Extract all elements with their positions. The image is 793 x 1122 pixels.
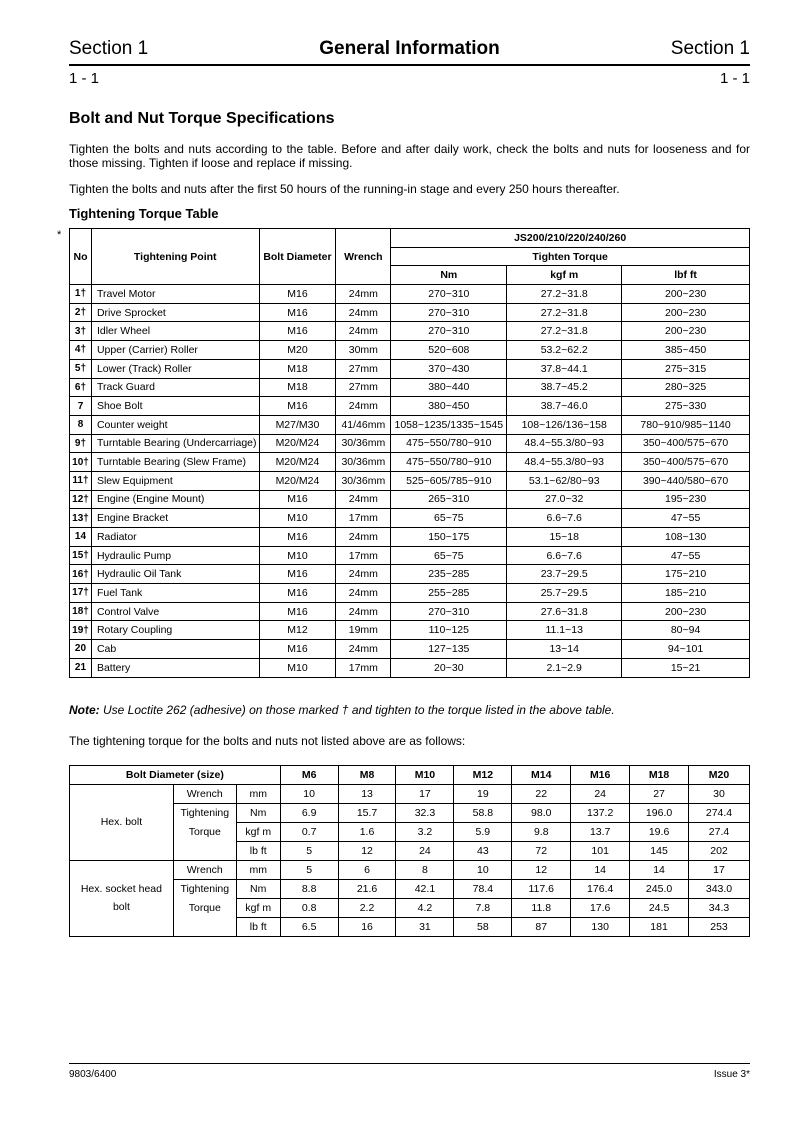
cell-tightening-point: Hydraulic Pump — [91, 546, 259, 565]
page-header — [69, 38, 750, 66]
cell-nm: 20~30 — [391, 658, 507, 677]
value-cell: 58 — [454, 917, 512, 936]
intro-paragraph: Tighten the bolts and nuts according to the table. Before and after daily work, check the bolts and nuts for looseness and for those missing. Tighten if loose and replace if missing. — [69, 142, 750, 170]
cell-bolt: M12 — [259, 621, 336, 640]
value-cell: 14 — [571, 860, 630, 879]
cell-lbf: 200~230 — [622, 303, 750, 322]
cell-tightening-point: Counter weight — [91, 415, 259, 434]
issue-number: Issue 3* — [713, 1069, 750, 1080]
value-cell: 31 — [396, 917, 454, 936]
cell-wrench: 17mm — [336, 658, 391, 677]
value-cell: 7.8 — [454, 898, 512, 917]
cell-bolt: M16 — [259, 285, 336, 304]
cell-kgf: 25.7~29.5 — [507, 584, 622, 603]
cell-lbf: 200~230 — [622, 322, 750, 341]
cell-wrench: 24mm — [336, 322, 391, 341]
cell-kgf: 38.7~46.0 — [507, 397, 622, 416]
cell-kgf: 27.0~32 — [507, 490, 622, 509]
value-cell: 72 — [512, 841, 571, 860]
table-row — [70, 453, 750, 472]
cell-wrench: 27mm — [336, 378, 391, 397]
cell-bolt: M18 — [259, 378, 336, 397]
value-cell: 24.5 — [630, 898, 689, 917]
value-cell: 12 — [512, 860, 571, 879]
cell-wrench: 24mm — [336, 397, 391, 416]
table-row — [70, 602, 750, 621]
table-row — [70, 341, 750, 360]
value-cell: 245.0 — [630, 879, 689, 898]
value-cell: 202 — [689, 841, 750, 860]
cell-wrench: 24mm — [336, 640, 391, 659]
cell-bolt: M10 — [259, 658, 336, 677]
cell-bolt: M10 — [259, 509, 336, 528]
cell-wrench: 24mm — [336, 565, 391, 584]
value-cell: 0.7 — [280, 822, 338, 841]
cell-tightening-point: Fuel Tank — [91, 584, 259, 603]
hex-socket-label — [70, 860, 174, 936]
unit-cell: mm — [236, 784, 280, 803]
value-cell: 43 — [454, 841, 512, 860]
value-cell: 6 — [338, 860, 396, 879]
table-row — [70, 860, 750, 879]
cell-lbf: 780~910/985~1140 — [622, 415, 750, 434]
value-cell: 87 — [512, 917, 571, 936]
row-label-tightening: Tightening — [173, 879, 236, 898]
cell-wrench: 24mm — [336, 303, 391, 322]
cell-wrench: 27mm — [336, 359, 391, 378]
value-cell: 181 — [630, 917, 689, 936]
col-size: M14 — [512, 766, 571, 785]
table-row — [70, 509, 750, 528]
cell-tightening-point: Shoe Bolt — [91, 397, 259, 416]
cell-tightening-point: Control Valve — [91, 602, 259, 621]
value-cell: 17 — [396, 784, 454, 803]
col-kgf: kgf m — [507, 266, 622, 285]
cell-tightening-point: Upper (Carrier) Roller — [91, 341, 259, 360]
value-cell: 42.1 — [396, 879, 454, 898]
page-number-right: 1 - 1 — [719, 70, 750, 87]
other-bolts-paragraph: The tightening torque for the bolts and nuts not listed above are as follows: — [69, 734, 466, 748]
cell-bolt: M16 — [259, 397, 336, 416]
col-lbf: lbf ft — [622, 266, 750, 285]
value-cell: 22 — [512, 784, 571, 803]
cell-bolt: M10 — [259, 546, 336, 565]
cell-nm: 380~440 — [391, 378, 507, 397]
interval-paragraph: Tighten the bolts and nuts after the first 50 hours of the running-in stage and every 250 hours thereafter. — [69, 182, 620, 196]
col-nm: Nm — [391, 266, 507, 285]
table-row — [70, 490, 750, 509]
value-cell: 13 — [338, 784, 396, 803]
cell-nm: 475~550/780~910 — [391, 434, 507, 453]
value-cell: 8.8 — [280, 879, 338, 898]
cell-tightening-point: Battery — [91, 658, 259, 677]
note — [69, 703, 615, 717]
cell-wrench: 24mm — [336, 584, 391, 603]
cell-nm: 525~605/785~910 — [391, 471, 507, 490]
cell-kgf: 27.2~31.8 — [507, 303, 622, 322]
cell-lbf: 280~325 — [622, 378, 750, 397]
cell-tightening-point: Slew Equipment — [91, 471, 259, 490]
cell-nm: 127~135 — [391, 640, 507, 659]
cell-nm: 520~608 — [391, 341, 507, 360]
value-cell: 27 — [630, 784, 689, 803]
cell-kgf: 53.1~62/80~93 — [507, 471, 622, 490]
value-cell: 145 — [630, 841, 689, 860]
table-row — [70, 434, 750, 453]
cell-bolt: M16 — [259, 322, 336, 341]
cell-no: 19† — [70, 621, 92, 640]
cell-kgf: 27.2~31.8 — [507, 322, 622, 341]
note-label: Note: — [69, 703, 100, 717]
cell-kgf: 6.6~7.6 — [507, 546, 622, 565]
cell-tightening-point: Lower (Track) Roller — [91, 359, 259, 378]
col-size: M16 — [571, 766, 630, 785]
header-title: General Information — [319, 38, 500, 59]
cell-nm: 270~310 — [391, 602, 507, 621]
cell-bolt: M27/M30 — [259, 415, 336, 434]
cell-no: 11† — [70, 471, 92, 490]
table-row — [70, 397, 750, 416]
unit-cell: Nm — [236, 803, 280, 822]
value-cell: 9.8 — [512, 822, 571, 841]
cell-lbf: 80~94 — [622, 621, 750, 640]
value-cell: 19 — [454, 784, 512, 803]
value-cell: 19.6 — [630, 822, 689, 841]
cell-no: 4† — [70, 341, 92, 360]
value-cell: 21.6 — [338, 879, 396, 898]
value-cell: 4.2 — [396, 898, 454, 917]
cell-kgf: 48.4~55.3/80~93 — [507, 434, 622, 453]
cell-no: 13† — [70, 509, 92, 528]
value-cell: 10 — [454, 860, 512, 879]
cell-tightening-point: Radiator — [91, 528, 259, 547]
value-cell: 98.0 — [512, 803, 571, 822]
cell-nm: 255~285 — [391, 584, 507, 603]
cell-no: 3† — [70, 322, 92, 341]
cell-nm: 1058~1235/1335~1545 — [391, 415, 507, 434]
value-cell: 343.0 — [689, 879, 750, 898]
cell-nm: 370~430 — [391, 359, 507, 378]
value-cell: 101 — [571, 841, 630, 860]
row-label-torque: Torque — [173, 898, 236, 917]
value-cell: 14 — [630, 860, 689, 879]
cell-bolt: M20/M24 — [259, 434, 336, 453]
row-label-wrench: Wrench — [173, 860, 236, 879]
cell-no: 14 — [70, 528, 92, 547]
cell-bolt: M16 — [259, 303, 336, 322]
table-row — [70, 322, 750, 341]
value-cell: 8 — [396, 860, 454, 879]
value-cell: 12 — [338, 841, 396, 860]
col-no: No — [70, 229, 92, 285]
cell-nm: 110~125 — [391, 621, 507, 640]
value-cell: 13.7 — [571, 822, 630, 841]
unit-cell: kgf m — [236, 898, 280, 917]
cell-lbf: 200~230 — [622, 602, 750, 621]
table-row — [70, 546, 750, 565]
cell-kgf: 13~14 — [507, 640, 622, 659]
value-cell: 6.9 — [280, 803, 338, 822]
col-tighten-torque: Tighten Torque — [391, 247, 750, 266]
cell-no: 17† — [70, 584, 92, 603]
cell-nm: 380~450 — [391, 397, 507, 416]
cell-nm: 65~75 — [391, 546, 507, 565]
cell-wrench: 41/46mm — [336, 415, 391, 434]
cell-bolt: M16 — [259, 565, 336, 584]
value-cell: 78.4 — [454, 879, 512, 898]
cell-lbf: 47~55 — [622, 509, 750, 528]
row-label-tightening: Tightening — [173, 803, 236, 822]
unit-cell: Nm — [236, 879, 280, 898]
cell-bolt: M16 — [259, 584, 336, 603]
cell-kgf: 38.7~45.2 — [507, 378, 622, 397]
table-row — [70, 303, 750, 322]
value-cell: 6.5 — [280, 917, 338, 936]
value-cell: 5 — [280, 841, 338, 860]
value-cell: 10 — [280, 784, 338, 803]
cell-bolt: M16 — [259, 528, 336, 547]
cell-nm: 150~175 — [391, 528, 507, 547]
cell-tightening-point: Engine (Engine Mount) — [91, 490, 259, 509]
table-row — [70, 565, 750, 584]
cell-wrench: 30/36mm — [336, 471, 391, 490]
cell-lbf: 385~450 — [622, 341, 750, 360]
cell-no: 8 — [70, 415, 92, 434]
col-model: JS200/210/220/240/260 — [391, 229, 750, 248]
cell-kgf: 27.6~31.8 — [507, 602, 622, 621]
cell-tightening-point: Hydraulic Oil Tank — [91, 565, 259, 584]
col-size: M10 — [396, 766, 454, 785]
cell-tightening-point: Turntable Bearing (Undercarriage) — [91, 434, 259, 453]
revision-marker: * — [57, 229, 62, 241]
cell-nm: 270~310 — [391, 322, 507, 341]
cell-lbf: 185~210 — [622, 584, 750, 603]
table-row — [70, 415, 750, 434]
cell-tightening-point: Track Guard — [91, 378, 259, 397]
row-label-torque: Torque — [173, 822, 236, 841]
doc-number: 9803/6400 — [69, 1069, 117, 1080]
cell-wrench: 24mm — [336, 285, 391, 304]
cell-tightening-point: Idler Wheel — [91, 322, 259, 341]
cell-lbf: 175~210 — [622, 565, 750, 584]
cell-tightening-point: Rotary Coupling — [91, 621, 259, 640]
cell-no: 9† — [70, 434, 92, 453]
table-row — [70, 784, 750, 803]
col-bolt-size: Bolt Diameter (size) — [70, 766, 281, 785]
cell-no: 7 — [70, 397, 92, 416]
cell-kgf: 37.8~44.1 — [507, 359, 622, 378]
cell-bolt: M16 — [259, 602, 336, 621]
note-text: Use Loctite 262 (adhesive) on those marked † and tighten to the torque listed in the above table. — [99, 703, 615, 717]
cell-kgf: 6.6~7.6 — [507, 509, 622, 528]
cell-wrench: 24mm — [336, 528, 391, 547]
row-label-blank — [173, 841, 236, 860]
table-row — [70, 359, 750, 378]
cell-no: 21 — [70, 658, 92, 677]
table-row — [70, 528, 750, 547]
cell-no: 2† — [70, 303, 92, 322]
cell-wrench: 24mm — [336, 490, 391, 509]
value-cell: 5.9 — [454, 822, 512, 841]
value-cell: 5 — [280, 860, 338, 879]
col-size: M20 — [689, 766, 750, 785]
page-number-row — [69, 70, 750, 87]
cell-no: 1† — [70, 285, 92, 304]
cell-lbf: 108~130 — [622, 528, 750, 547]
col-size: M12 — [454, 766, 512, 785]
value-cell: 15.7 — [338, 803, 396, 822]
value-cell: 274.4 — [689, 803, 750, 822]
col-size: M6 — [280, 766, 338, 785]
unit-cell: lb ft — [236, 917, 280, 936]
cell-lbf: 350~400/575~670 — [622, 434, 750, 453]
size-header-row — [70, 766, 750, 785]
value-cell: 2.2 — [338, 898, 396, 917]
cell-kgf: 53.2~62.2 — [507, 341, 622, 360]
col-size: M8 — [338, 766, 396, 785]
cell-lbf: 200~230 — [622, 285, 750, 304]
cell-bolt: M20/M24 — [259, 453, 336, 472]
table-row — [70, 621, 750, 640]
torque-table — [69, 228, 750, 678]
cell-kgf: 15~18 — [507, 528, 622, 547]
value-cell: 253 — [689, 917, 750, 936]
page-footer — [69, 1063, 750, 1080]
cell-no: 20 — [70, 640, 92, 659]
cell-wrench: 17mm — [336, 546, 391, 565]
table-row — [70, 285, 750, 304]
col-size: M18 — [630, 766, 689, 785]
cell-wrench: 24mm — [336, 602, 391, 621]
hex-socket-label-line2: bolt — [112, 901, 130, 914]
value-cell: 30 — [689, 784, 750, 803]
cell-nm: 265~310 — [391, 490, 507, 509]
table-title: Tightening Torque Table — [69, 206, 219, 221]
cell-tightening-point: Drive Sprocket — [91, 303, 259, 322]
cell-tightening-point: Engine Bracket — [91, 509, 259, 528]
cell-lbf: 350~400/575~670 — [622, 453, 750, 472]
value-cell: 130 — [571, 917, 630, 936]
value-cell: 1.6 — [338, 822, 396, 841]
cell-wrench: 30mm — [336, 341, 391, 360]
value-cell: 34.3 — [689, 898, 750, 917]
cell-nm: 65~75 — [391, 509, 507, 528]
cell-no: 10† — [70, 453, 92, 472]
cell-kgf: 27.2~31.8 — [507, 285, 622, 304]
cell-no: 6† — [70, 378, 92, 397]
cell-bolt: M18 — [259, 359, 336, 378]
cell-tightening-point: Travel Motor — [91, 285, 259, 304]
cell-kgf: 11.1~13 — [507, 621, 622, 640]
cell-wrench: 30/36mm — [336, 453, 391, 472]
cell-bolt: M16 — [259, 640, 336, 659]
table-row — [70, 471, 750, 490]
cell-nm: 475~550/780~910 — [391, 453, 507, 472]
unit-cell: kgf m — [236, 822, 280, 841]
table-row — [70, 658, 750, 677]
cell-kgf: 2.1~2.9 — [507, 658, 622, 677]
cell-kgf: 48.4~55.3/80~93 — [507, 453, 622, 472]
col-wrench: Wrench — [336, 229, 391, 285]
value-cell: 32.3 — [396, 803, 454, 822]
col-tightening-point: Tightening Point — [91, 229, 259, 285]
cell-wrench: 17mm — [336, 509, 391, 528]
cell-wrench: 30/36mm — [336, 434, 391, 453]
cell-lbf: 47~55 — [622, 546, 750, 565]
cell-lbf: 275~315 — [622, 359, 750, 378]
cell-lbf: 94~101 — [622, 640, 750, 659]
page-number-left: 1 - 1 — [69, 70, 100, 87]
value-cell: 117.6 — [512, 879, 571, 898]
hex-socket-label-line1: Hex. socket head — [80, 883, 162, 896]
value-cell: 24 — [571, 784, 630, 803]
value-cell: 24 — [396, 841, 454, 860]
cell-no: 5† — [70, 359, 92, 378]
cell-no: 16† — [70, 565, 92, 584]
value-cell: 0.8 — [280, 898, 338, 917]
cell-kgf: 23.7~29.5 — [507, 565, 622, 584]
cell-lbf: 15~21 — [622, 658, 750, 677]
cell-lbf: 195~230 — [622, 490, 750, 509]
cell-bolt: M20 — [259, 341, 336, 360]
cell-no: 12† — [70, 490, 92, 509]
cell-bolt: M16 — [259, 490, 336, 509]
cell-lbf: 390~440/580~670 — [622, 471, 750, 490]
general-torque-table — [69, 765, 750, 937]
cell-lbf: 275~330 — [622, 397, 750, 416]
value-cell: 176.4 — [571, 879, 630, 898]
value-cell: 196.0 — [630, 803, 689, 822]
col-bolt-diameter: Bolt Diameter — [259, 229, 336, 285]
unit-cell: lb ft — [236, 841, 280, 860]
unit-cell: mm — [236, 860, 280, 879]
value-cell: 11.8 — [512, 898, 571, 917]
table-row — [70, 378, 750, 397]
table-row — [70, 584, 750, 603]
cell-nm: 235~285 — [391, 565, 507, 584]
cell-tightening-point: Cab — [91, 640, 259, 659]
cell-nm: 270~310 — [391, 303, 507, 322]
value-cell: 27.4 — [689, 822, 750, 841]
row-label-wrench: Wrench — [173, 784, 236, 803]
cell-bolt: M20/M24 — [259, 471, 336, 490]
value-cell: 16 — [338, 917, 396, 936]
cell-no: 18† — [70, 602, 92, 621]
cell-no: 15† — [70, 546, 92, 565]
header-section-left: Section 1 — [69, 38, 149, 59]
page-title: Bolt and Nut Torque Specifications — [69, 110, 335, 127]
cell-kgf: 108~126/136~158 — [507, 415, 622, 434]
value-cell: 3.2 — [396, 822, 454, 841]
table-row — [70, 640, 750, 659]
value-cell: 17.6 — [571, 898, 630, 917]
cell-nm: 270~310 — [391, 285, 507, 304]
row-label-blank — [173, 917, 236, 936]
value-cell: 58.8 — [454, 803, 512, 822]
cell-wrench: 19mm — [336, 621, 391, 640]
value-cell: 137.2 — [571, 803, 630, 822]
value-cell: 17 — [689, 860, 750, 879]
hex-bolt-label: Hex. bolt — [70, 784, 174, 860]
cell-tightening-point: Turntable Bearing (Slew Frame) — [91, 453, 259, 472]
header-section-right: Section 1 — [670, 38, 750, 59]
